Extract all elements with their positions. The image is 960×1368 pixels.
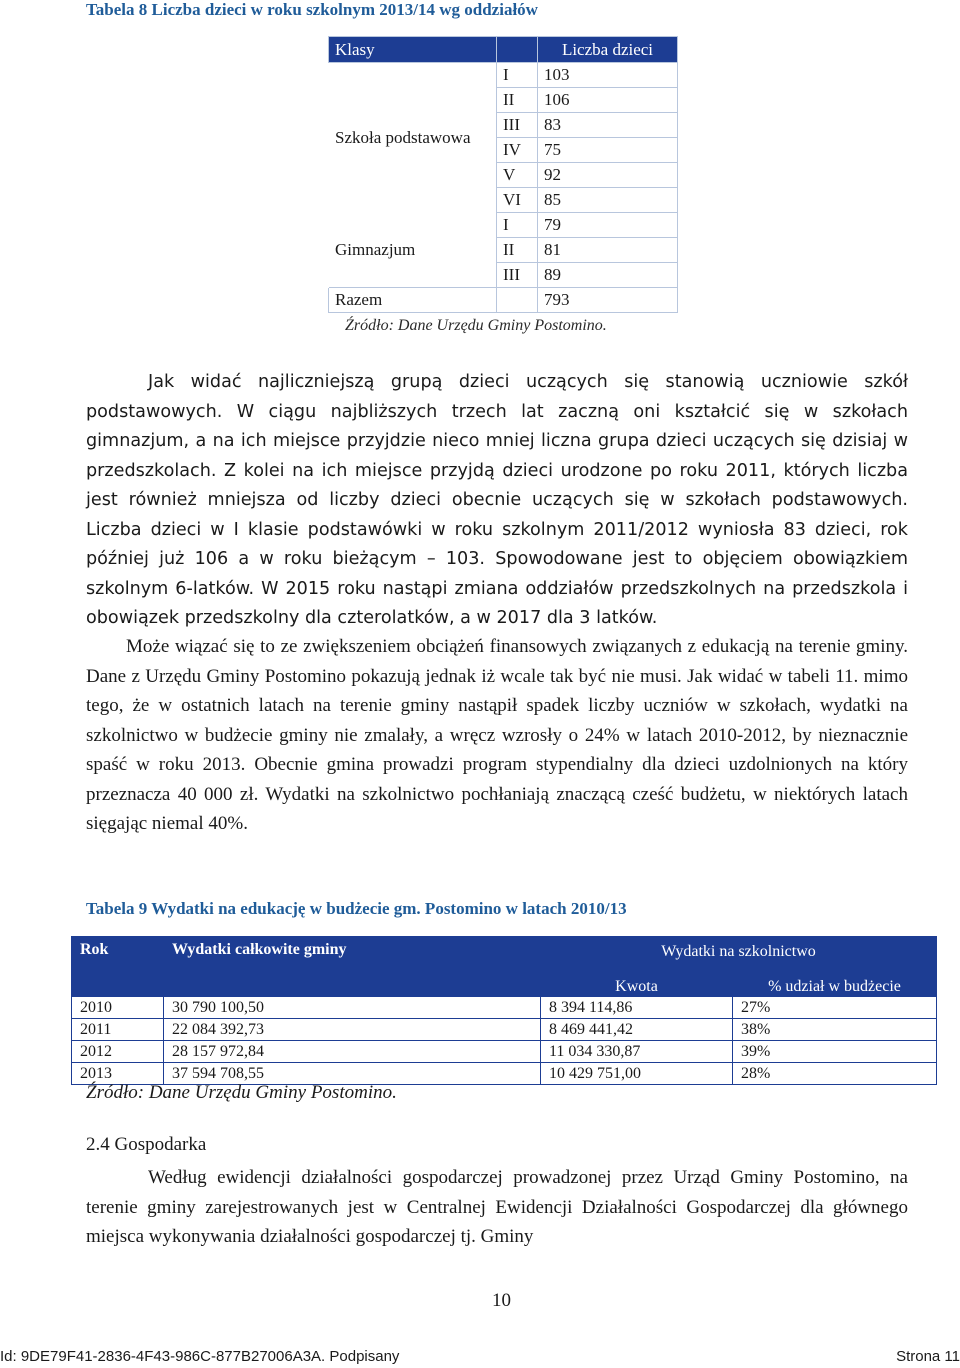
paragraph-economy: Według ewidencji działalności gospodarczej prowadzonej przez Urząd Gminy Postomino, na terenie gminy zarejestrowanych jest w Centralnej Ewidencji Działalności Gospodarczej dla głównego miejsca wykonywania działalności gospodarczej tj. Gminy	[86, 1167, 908, 1247]
table9-cell-udzial: 38%	[733, 1019, 937, 1041]
table8-cell-klasa: III	[497, 263, 538, 288]
table9-cell-total: 37 594 708,55	[164, 1063, 541, 1085]
table9-source: Źródło: Dane Urzędu Gminy Postomino.	[86, 1082, 397, 1103]
table8-group-gim: Gimnazjum	[329, 213, 497, 288]
table9-header-udzial: % udział w budżecie	[733, 967, 937, 997]
table-row	[72, 997, 937, 1019]
table8-caption: Tabela 8 Liczba dzieci w roku szkolnym 2013/14 wg oddziałów	[86, 0, 538, 19]
table9	[71, 936, 937, 1085]
table8-header-klasy: Klasy	[329, 37, 497, 63]
table8-cell-liczba: 106	[538, 88, 678, 113]
table8-cell-klasa: II	[497, 238, 538, 263]
table8-total-label: Razem	[329, 288, 497, 313]
table8-source: Źródło: Dane Urzędu Gminy Postomino.	[345, 317, 607, 334]
table9-cell-udzial: 27%	[733, 997, 937, 1019]
table8-total-value: 793	[538, 288, 678, 313]
table9-cell-rok: 2013	[72, 1063, 164, 1085]
table9-header-rok: Rok	[72, 937, 164, 997]
table8-cell-klasa: I	[497, 213, 538, 238]
table9-cell-total: 28 157 972,84	[164, 1041, 541, 1063]
table9-cell-kwota: 8 469 441,42	[541, 1019, 733, 1041]
table8-total-empty	[497, 288, 538, 313]
table9-header-total: Wydatki całkowite gminy	[164, 937, 541, 997]
table9-cell-total: 30 790 100,50	[164, 997, 541, 1019]
table8-header-empty	[497, 37, 538, 63]
table9-caption: Tabela 9 Wydatki na edukację w budżecie gm. Postomino w latach 2010/13	[86, 899, 627, 918]
footer-page-label: Strona 11	[896, 1348, 960, 1365]
section-heading: 2.4 Gospodarka	[86, 1134, 207, 1155]
table-row	[72, 1019, 937, 1041]
table8-cell-liczba: 79	[538, 213, 678, 238]
table9-cell-total: 22 084 392,73	[164, 1019, 541, 1041]
table9-cell-udzial: 39%	[733, 1041, 937, 1063]
table8-cell-klasa: II	[497, 88, 538, 113]
table9-cell-rok: 2012	[72, 1041, 164, 1063]
table-row	[329, 213, 678, 238]
table8-cell-liczba: 103	[538, 63, 678, 88]
footer-document-id: Id: 9DE79F41-2836-4F43-986C-877B27006A3A. Podpisany	[0, 1348, 400, 1365]
table8-cell-liczba: 81	[538, 238, 678, 263]
table8-cell-liczba: 85	[538, 188, 678, 213]
table8-cell-klasa: III	[497, 113, 538, 138]
table8-cell-liczba: 75	[538, 138, 678, 163]
table8-cell-klasa: VI	[497, 188, 538, 213]
table8-header-row	[329, 37, 678, 63]
table8-cell-liczba: 92	[538, 163, 678, 188]
page-number: 10	[492, 1290, 511, 1311]
table9-cell-rok: 2011	[72, 1019, 164, 1041]
table8-cell-liczba: 83	[538, 113, 678, 138]
table9-header-kwota: Kwota	[541, 967, 733, 997]
table8-header-liczba: Liczba dzieci	[538, 37, 678, 63]
table-row	[72, 1041, 937, 1063]
table9-header-row	[72, 937, 937, 967]
table9-cell-kwota: 11 034 330,87	[541, 1041, 733, 1063]
table8-group-sp: Szkoła podstawowa	[329, 63, 497, 213]
table8	[328, 36, 678, 313]
table8-total-row	[329, 288, 678, 313]
table8-cell-klasa: IV	[497, 138, 538, 163]
table9-header-edu: Wydatki na szkolnictwo	[541, 937, 937, 967]
paragraph-children: Jak widać najliczniejszą grupą dzieci uczących się stanowią uczniowie szkół podstawowych. W ciągu najbliższych trzech lat zaczną oni kształcić się w szkołach gimnazjum, a na ich miejsce przyjdzie nieco mniej liczna grupa dzieci uczących się dzisiaj w przedszkolach. Z kolei na ich miejsce przyjdą dzieci urodzone po roku 2011, których liczba jest również mniejsza od liczby dzieci obecnie uczących się w szkołach podstawowych. Liczba dzieci w I klasie podstawówki w roku szkolnym 2011/2012 wyniosła 83 dzieci, rok później już 106 a w roku bieżącym – 103. Spowodowane jest to objęciem obowiązkiem szkolnym 6-latków. W 2015 roku nastąpi zmiana oddziałów przedszkolnych na przedszkola i obowiązek przedszkolny dla czterolatków, a w 2017 dla 3 latków.	[86, 372, 908, 628]
table8-cell-klasa: I	[497, 63, 538, 88]
table9-cell-kwota: 8 394 114,86	[541, 997, 733, 1019]
paragraph-expenses: Może wiązać się to ze zwiększeniem obciążeń finansowych związanych z edukacją na terenie gminy. Dane z Urzędu Gminy Postomino pokazują jednak iż wcale tak być nie musi. Jak widać w tabeli 11. mimo tego, że w ostatnich latach na terenie gminy nastąpił spadek liczby uczniów w szkołach, wydatki na szkolnictwo w budżecie gminy nie zmalały, a wręcz wzrosły o 24% w latach 2010-2012, by nieznacznie spaść w roku 2013. Obecnie gmina prowadzi program stypendialny dla dzieci uzdolnionych na który przeznacza 40 000 zł. Wydatki na szkolnictwo pochłaniają znaczącą cześć budżetu, w niektórych latach sięgając niemal 40%.	[86, 636, 908, 834]
table9-cell-udzial: 28%	[733, 1063, 937, 1085]
table9-cell-rok: 2010	[72, 997, 164, 1019]
table8-cell-liczba: 89	[538, 263, 678, 288]
table-row	[329, 63, 678, 88]
table8-cell-klasa: V	[497, 163, 538, 188]
table9-cell-kwota: 10 429 751,00	[541, 1063, 733, 1085]
